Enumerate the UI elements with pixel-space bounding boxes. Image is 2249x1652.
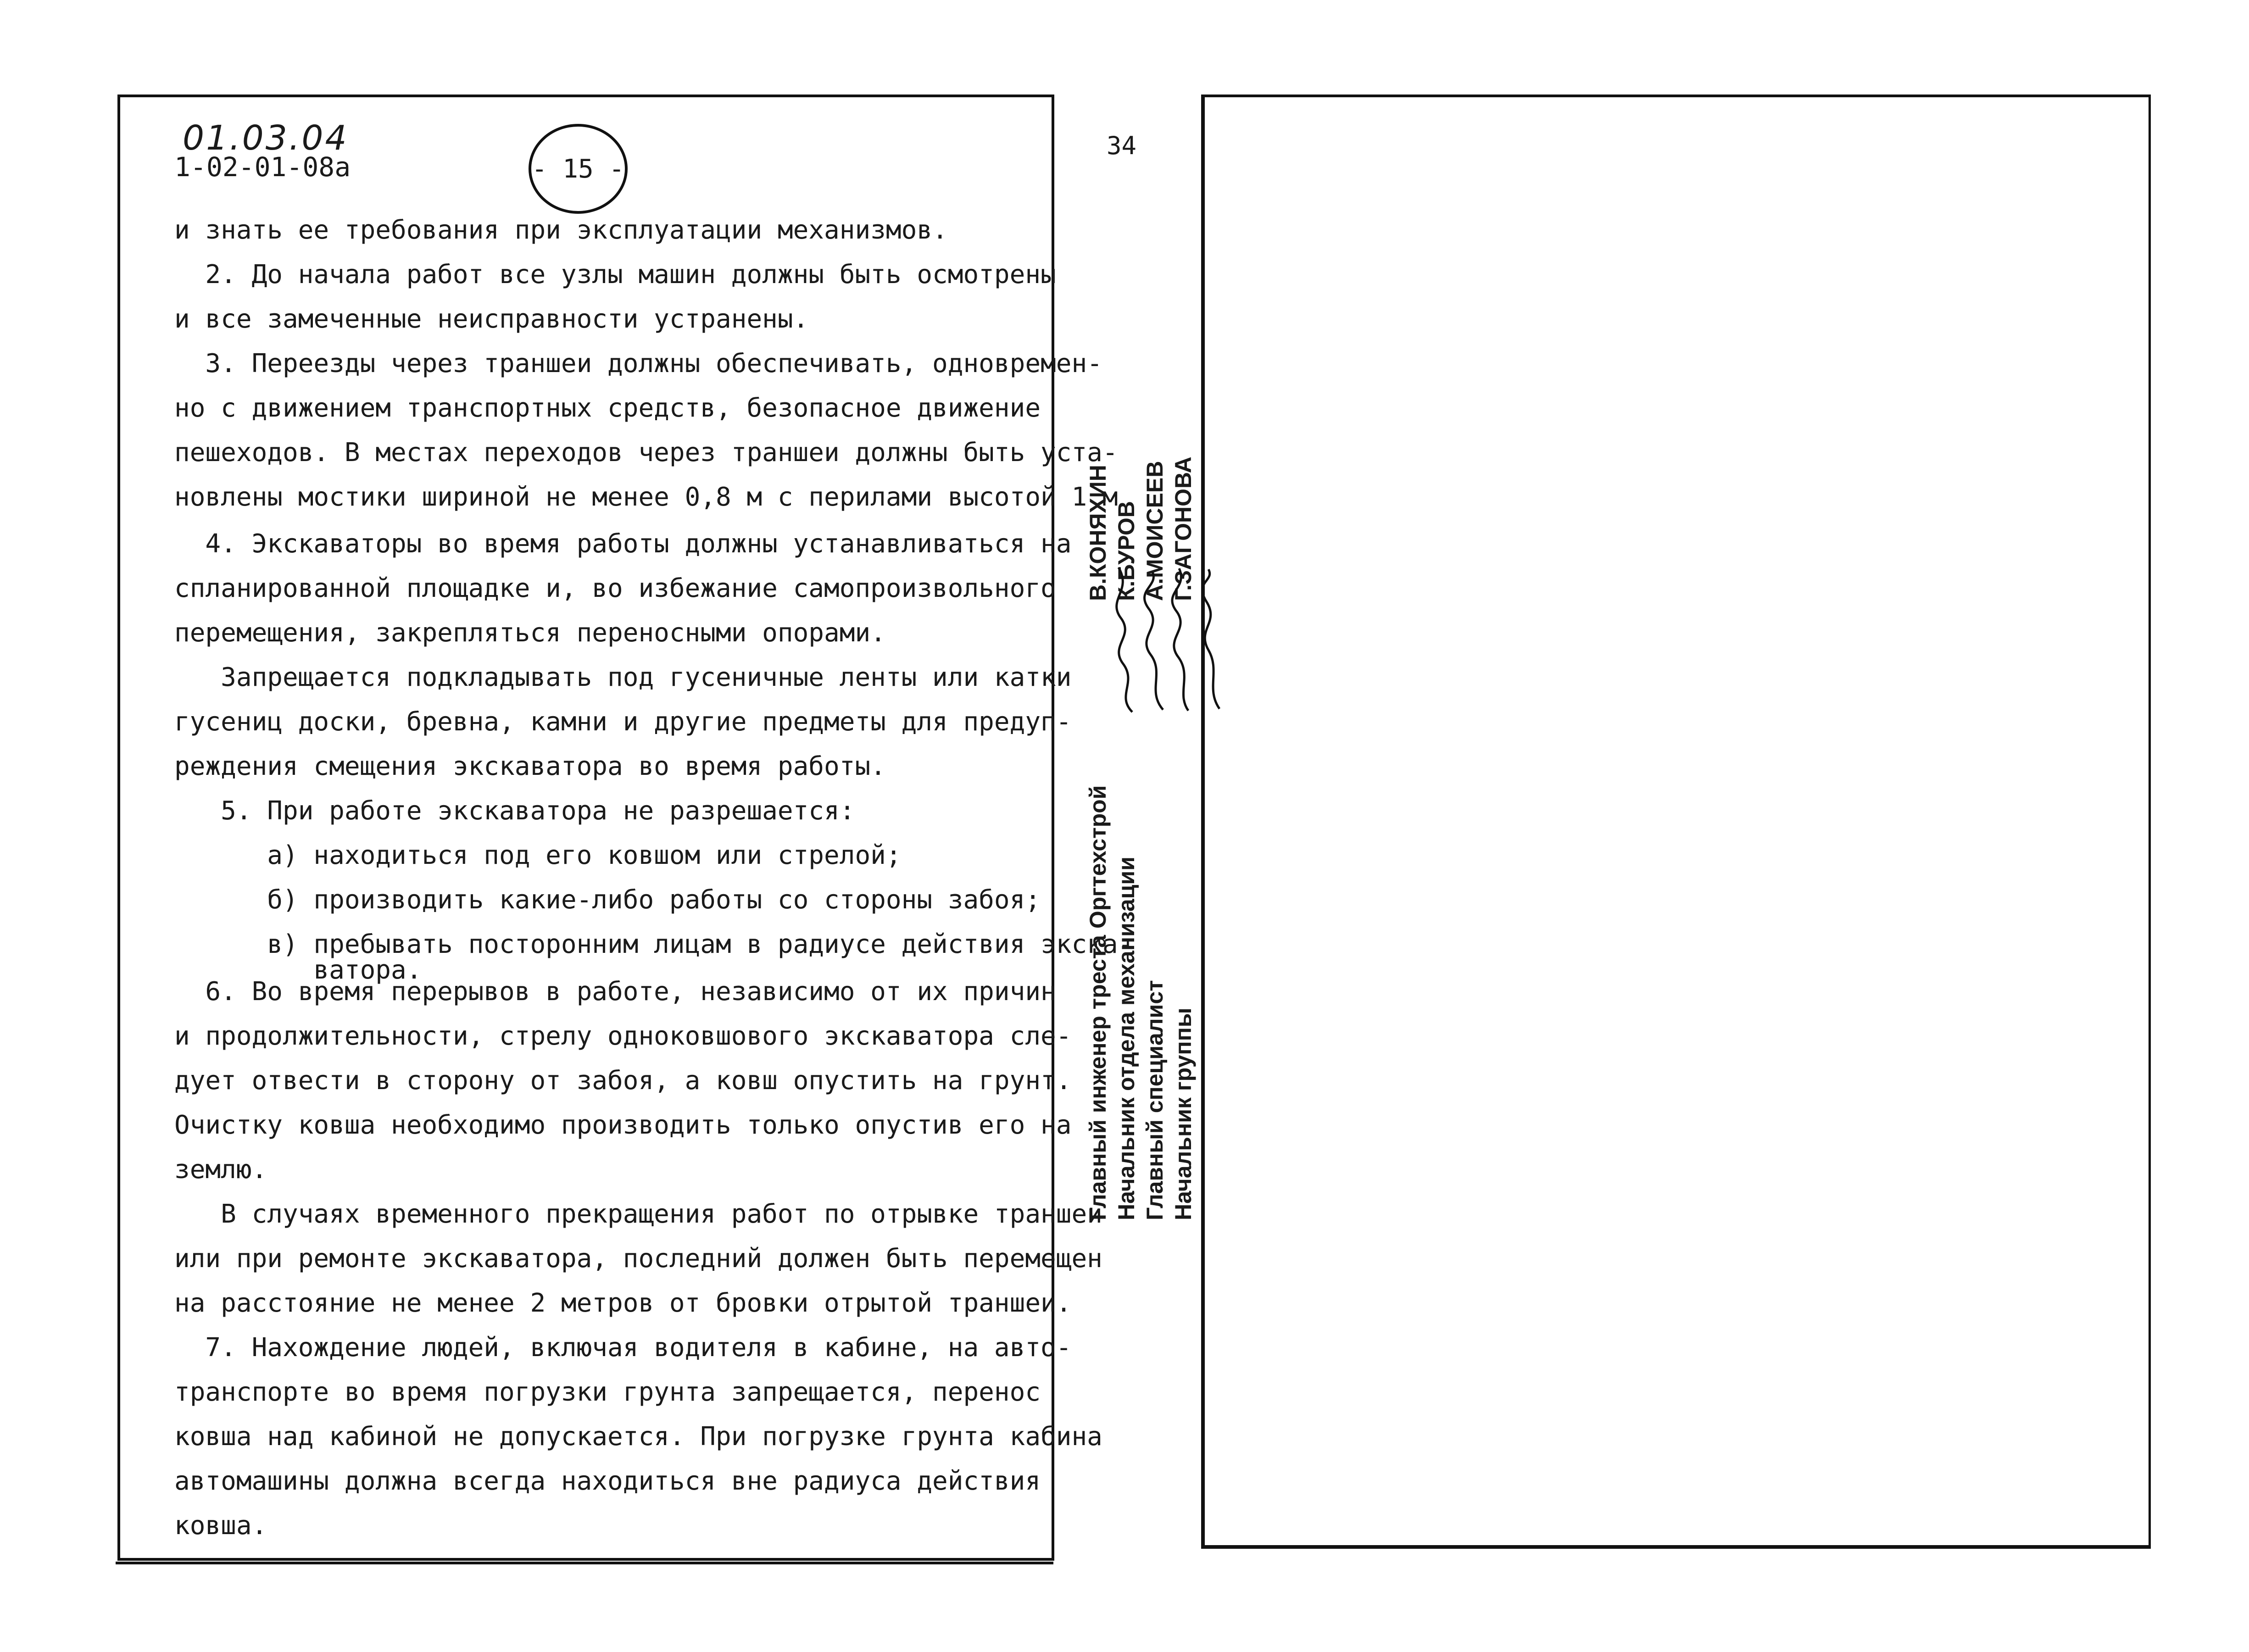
handwritten-signature — [1116, 601, 1140, 752]
text-line: или при ремонте экскаватора, последний должен быть перемещен — [174, 1244, 1102, 1274]
text-line: пешеходов. В местах переходов через траншеи должны быть уста- — [174, 438, 1118, 467]
signatory-title: Начальник группы — [1170, 1007, 1196, 1220]
text-line: автомашины должна всегда находиться вне радиуса действия — [174, 1466, 1041, 1496]
text-line: 6. Во время перерывов в работе, независимо от их причин — [174, 977, 1056, 1007]
signatory-title: Главный инженер треста Оргтехстрой — [1085, 785, 1111, 1220]
text-line: ковша. — [174, 1511, 267, 1541]
text-line: 4. Экскаваторы во время работы должны устанавливаться на — [174, 529, 1072, 559]
text-line: б) производить какие-либо работы со стороны забоя; — [174, 885, 1041, 915]
page-number-circle — [529, 124, 628, 214]
text-line: а) находиться под его ковшом или стрелой; — [174, 840, 902, 870]
handwritten-signature — [1087, 601, 1111, 752]
text-line: но с движением транспортных средств, безопасное движение — [174, 393, 1041, 423]
signatory-name: Г.ЗАГОНОВА — [1170, 456, 1196, 601]
text-line: в) пребывать посторонним лицам в радиусе действия экска- — [174, 929, 1134, 959]
text-line: 5. При работе экскаватора не разрешается: — [174, 796, 855, 826]
page-number: - 15 - — [531, 154, 625, 184]
signatory-name: К.БУРОВ — [1113, 501, 1139, 601]
document-code: 1-02-01-08a — [174, 151, 351, 183]
text-line: транспорте во время погрузки грунта запрещается, перенос — [174, 1377, 1041, 1407]
text-line: 2. До начала работ все узлы машин должны быть осмотрены — [174, 260, 1056, 289]
frame-bottom-rule — [116, 1562, 1053, 1564]
text-line: Запрещается подкладывать под гусеничные ленты или катки — [174, 662, 1072, 692]
text-line: 7. Нахождение людей, включая водителя в кабине, на авто- — [174, 1333, 1072, 1363]
text-line: на расстояние не менее 2 метров от бровки отрытой траншеи. — [174, 1288, 1072, 1318]
text-line: перемещения, закрепляться переносными опорами. — [174, 618, 886, 648]
signatory-title: Начальник отдела механизации — [1113, 857, 1139, 1220]
handwritten-signature — [1144, 601, 1168, 752]
text-line: новлены мостики шириной не менее 0,8 м с перилами высотой 1 м — [174, 482, 1118, 512]
signature-row — [1168, 395, 1197, 1220]
signatory-name: А.МОИСЕЕВ — [1142, 461, 1168, 601]
text-line: гусениц доски, бревна, камни и другие предметы для предуп- — [174, 707, 1072, 737]
signature-row — [1140, 395, 1168, 1220]
text-line: ватора. — [174, 955, 422, 985]
text-line: ковша над кабиной не допускается. При погрузке грунта кабина — [174, 1422, 1102, 1452]
handwritten-code: 01.03.04 — [183, 118, 349, 158]
signature-row — [1111, 395, 1140, 1220]
right-page-number: 34 — [1107, 131, 1137, 160]
text-line: и продолжительности, стрелу одноковшового экскаватора сле- — [174, 1021, 1072, 1051]
text-line: В случаях временного прекращения работ по отрывке траншеи — [174, 1199, 1102, 1229]
handwritten-signature — [1173, 601, 1197, 752]
text-line: и знать ее требования при эксплуатации механизмов. — [174, 215, 948, 245]
text-line: спланированной площадке и, во избежание самопроизвольного — [174, 573, 1056, 603]
signature-block — [1083, 395, 1202, 1220]
signatory-title: Главный специалист — [1142, 980, 1168, 1220]
text-line: реждения смещения экскаватора во время работы. — [174, 751, 886, 781]
signatory-name: В.КОНЯХИН — [1085, 465, 1111, 601]
text-line: землю. — [174, 1155, 267, 1185]
text-line: Очистку ковша необходимо производить только опустив его на — [174, 1110, 1072, 1140]
text-line: 3. Переезды через траншеи должны обеспечивать, одновремен- — [174, 349, 1102, 378]
right-page-frame — [1201, 95, 2151, 1549]
signature-row — [1083, 395, 1111, 1220]
text-line: и все замеченные неисправности устранены. — [174, 304, 809, 334]
text-line: дует отвести в сторону от забоя, а ковш опустить на грунт. — [174, 1066, 1072, 1096]
